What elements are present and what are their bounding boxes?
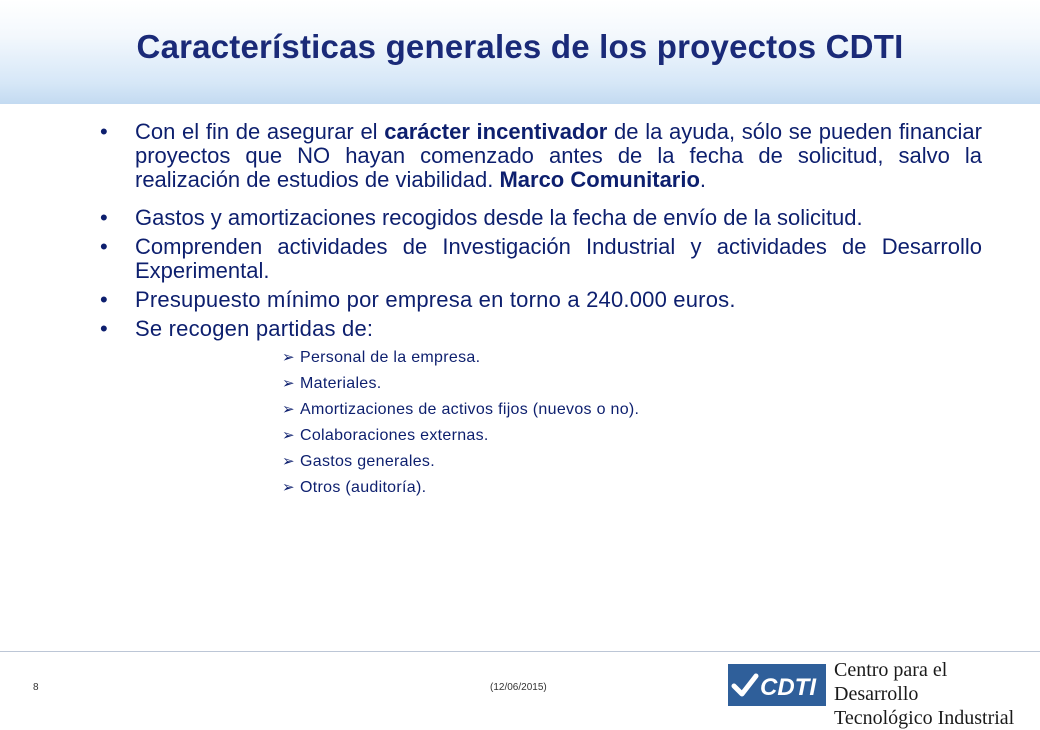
- bullet-item-4: [100, 288, 982, 312]
- sublist-item: ➢ Gastos generales.: [282, 449, 982, 475]
- bullet-dot: •: [100, 205, 108, 230]
- bullet-text: de la ayuda, sólo se pueden financiar proyectos que NO hayan comenzado antes de la fecha de solicitud, salvo la realización de estudios de viabilidad.: [135, 119, 982, 192]
- bullet-text: Presupuesto mínimo por empresa en torno a 240.000 euros.: [135, 287, 736, 312]
- bullet-dot: •: [100, 287, 108, 312]
- sublist-item: ➢ Colaboraciones externas.: [282, 423, 982, 449]
- cdti-logo: [728, 664, 826, 706]
- expense-sublist: [100, 345, 982, 501]
- footer-divider: [0, 651, 1040, 652]
- page-number: 8: [33, 682, 39, 693]
- sublist-item: ➢ Personal de la empresa.: [282, 345, 982, 371]
- organization-name: [834, 658, 1034, 730]
- bullet-item-3: [100, 235, 982, 283]
- checkmark-icon: [734, 676, 756, 694]
- bullet-text: Se recogen partidas de:: [135, 316, 374, 341]
- bullet-text: Comprenden actividades de Investigación Industrial y actividades de Desarrollo Experimental.: [135, 234, 982, 283]
- bullet-text: .: [699, 167, 707, 192]
- bullet-dot: •: [100, 316, 108, 341]
- bullet-emphasis: Marco Comunitario: [499, 167, 700, 192]
- org-name-line-2: Tecnológico Industrial: [834, 707, 1015, 729]
- arrow-bullet-icon: ➢: [282, 427, 295, 444]
- arrow-bullet-icon: ➢: [282, 375, 295, 392]
- arrow-bullet-icon: ➢: [282, 401, 295, 418]
- footer-date: (12/06/2015): [490, 682, 547, 693]
- arrow-bullet-icon: ➢: [282, 453, 295, 470]
- slide-title: Características generales de los proyectos CDTI: [136, 28, 904, 65]
- bullet-list: [100, 120, 982, 501]
- sublist-item: ➢ Otros (auditoría).: [282, 475, 982, 501]
- arrow-bullet-icon: ➢: [282, 349, 295, 366]
- sublist-item: ➢ Materiales.: [282, 371, 982, 397]
- bullet-text: Gastos y amortizaciones recogidos desde la fecha de envío de la solicitud.: [135, 205, 863, 230]
- bullet-item-5: [100, 317, 982, 341]
- bullet-dot: •: [100, 234, 108, 259]
- bullet-text: Con el fin de asegurar el: [135, 119, 385, 144]
- logo-text: CDTI: [760, 674, 816, 701]
- bullet-item-2: [100, 206, 982, 230]
- bullet-emphasis: carácter incentivador: [384, 119, 608, 144]
- bullet-item-1: [100, 120, 982, 192]
- sublist-item: ➢ Amortizaciones de activos fijos (nuevos o no).: [282, 397, 982, 423]
- arrow-bullet-icon: ➢: [282, 479, 295, 496]
- org-name-line-1: Centro para el Desarrollo: [834, 659, 948, 705]
- bullet-dot: •: [100, 119, 108, 144]
